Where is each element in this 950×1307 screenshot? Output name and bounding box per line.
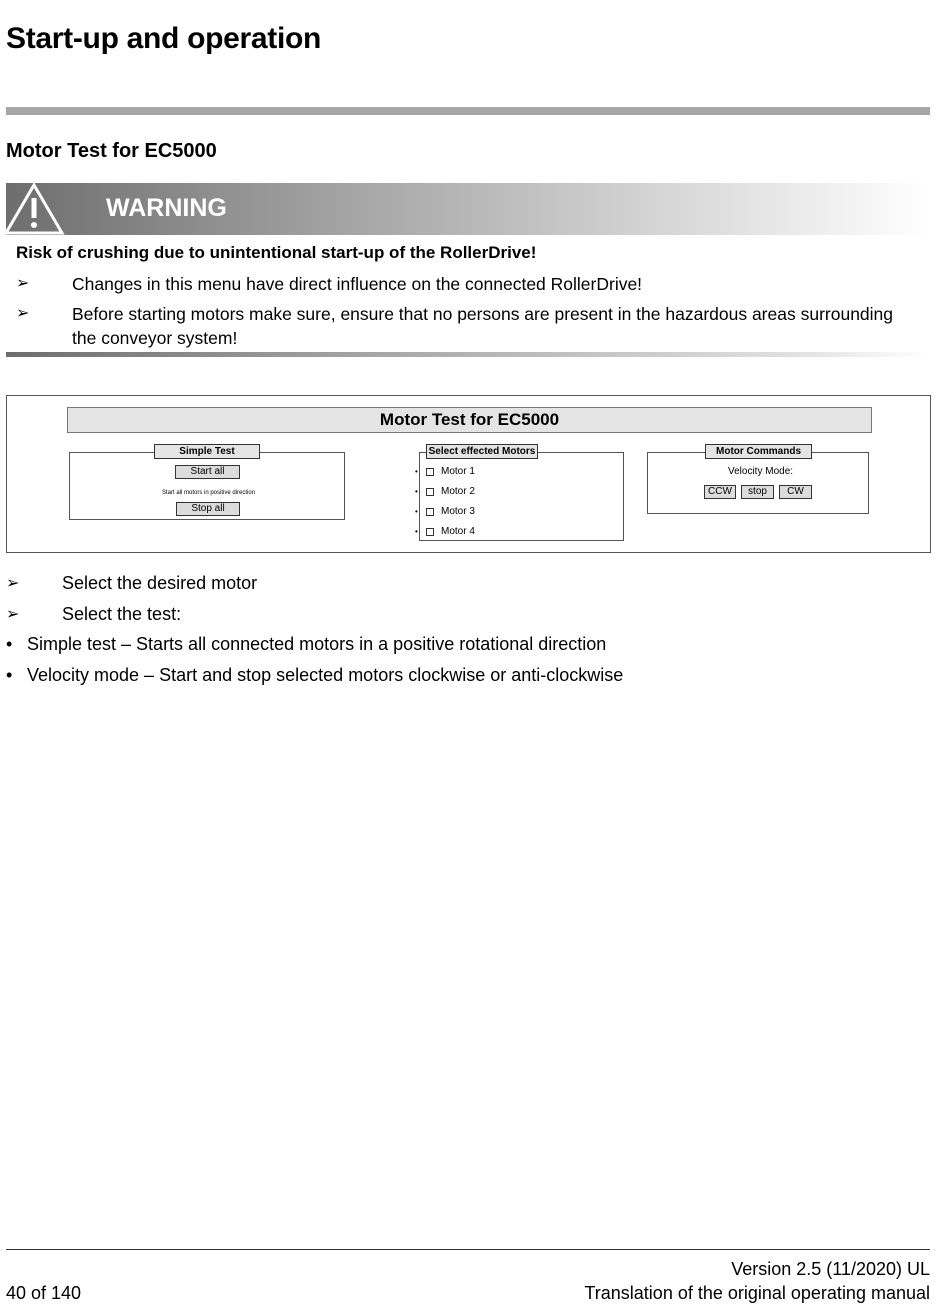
velocity-mode-label: Velocity Mode: [728,466,794,477]
arrow-bullet-icon: ➢ [6,606,20,623]
arrow-bullet-icon: ➢ [6,575,20,592]
simple-test-legend: Simple Test [154,444,260,459]
ccw-button[interactable]: CCW [704,485,736,499]
arrow-bullet-icon: ➢ [16,305,30,322]
motor-label: Motor 3 [441,506,475,517]
simple-test-note: Start all motors in positive direction [162,490,256,496]
arrow-bullet-icon: ➢ [16,275,30,292]
select-motors-group: Select effected Motors • Motor 1 • Motor 2 • Motor 3 • Motor 4 [419,452,624,541]
motor-label: Motor 1 [441,466,475,477]
step-text: Select the desired motor [62,573,258,593]
simple-test-group [69,446,345,520]
bullet-dot-icon: • [6,665,13,685]
bullet-dot-icon: • [6,634,13,654]
warning-risk-text: Risk of crushing due to unintentional start-up of the RollerDrive! [16,243,537,262]
bullet-text: Simple test – Starts all connected motors in a positive rotational direction [27,634,607,654]
motor-1-checkbox[interactable] [426,468,434,476]
stop-button[interactable]: stop [741,485,774,499]
motor-commands-legend: Motor Commands [705,444,812,459]
cw-button[interactable]: CW [779,485,812,499]
warning-item-text: Changes in this menu have direct influence on the connected RollerDrive! [72,274,643,294]
motor-label: Motor 4 [441,526,475,537]
motor-3-checkbox[interactable] [426,508,434,516]
warning-label: WARNING [106,194,227,222]
bullet-text: Velocity mode – Start and stop selected motors clockwise or anti-clockwise [27,665,624,685]
motor-commands-group [647,446,869,514]
footer-version: Version 2.5 (11/2020) UL [731,1259,930,1279]
warning-item-text: Before starting motors make sure, ensure that no persons are present in the hazardous areas surrounding the conveyor system! [72,304,894,348]
footer-divider [6,1249,930,1250]
stop-all-button[interactable]: Stop all [176,502,240,516]
footer-translation-note: Translation of the original operating manual [584,1283,930,1303]
footer-page-number: 40 of 140 [6,1283,82,1303]
warning-banner [6,183,930,235]
start-all-button[interactable]: Start all [175,465,240,479]
motor-label: Motor 2 [441,486,475,497]
select-motors-legend: Select effected Motors [426,444,538,459]
chapter-divider [6,107,930,115]
screen-title: Motor Test for EC5000 [67,407,872,433]
warning-bottom-rule [6,352,930,357]
section-title: Motor Test for EC5000 [6,140,217,162]
step-text: Select the test: [62,604,182,624]
motor-2-checkbox[interactable] [426,488,434,496]
motor-test-screenshot [6,395,931,553]
motor-4-checkbox[interactable] [426,528,434,536]
chapter-title: Start-up and operation [6,22,322,55]
warning-triangle-icon [6,183,70,235]
